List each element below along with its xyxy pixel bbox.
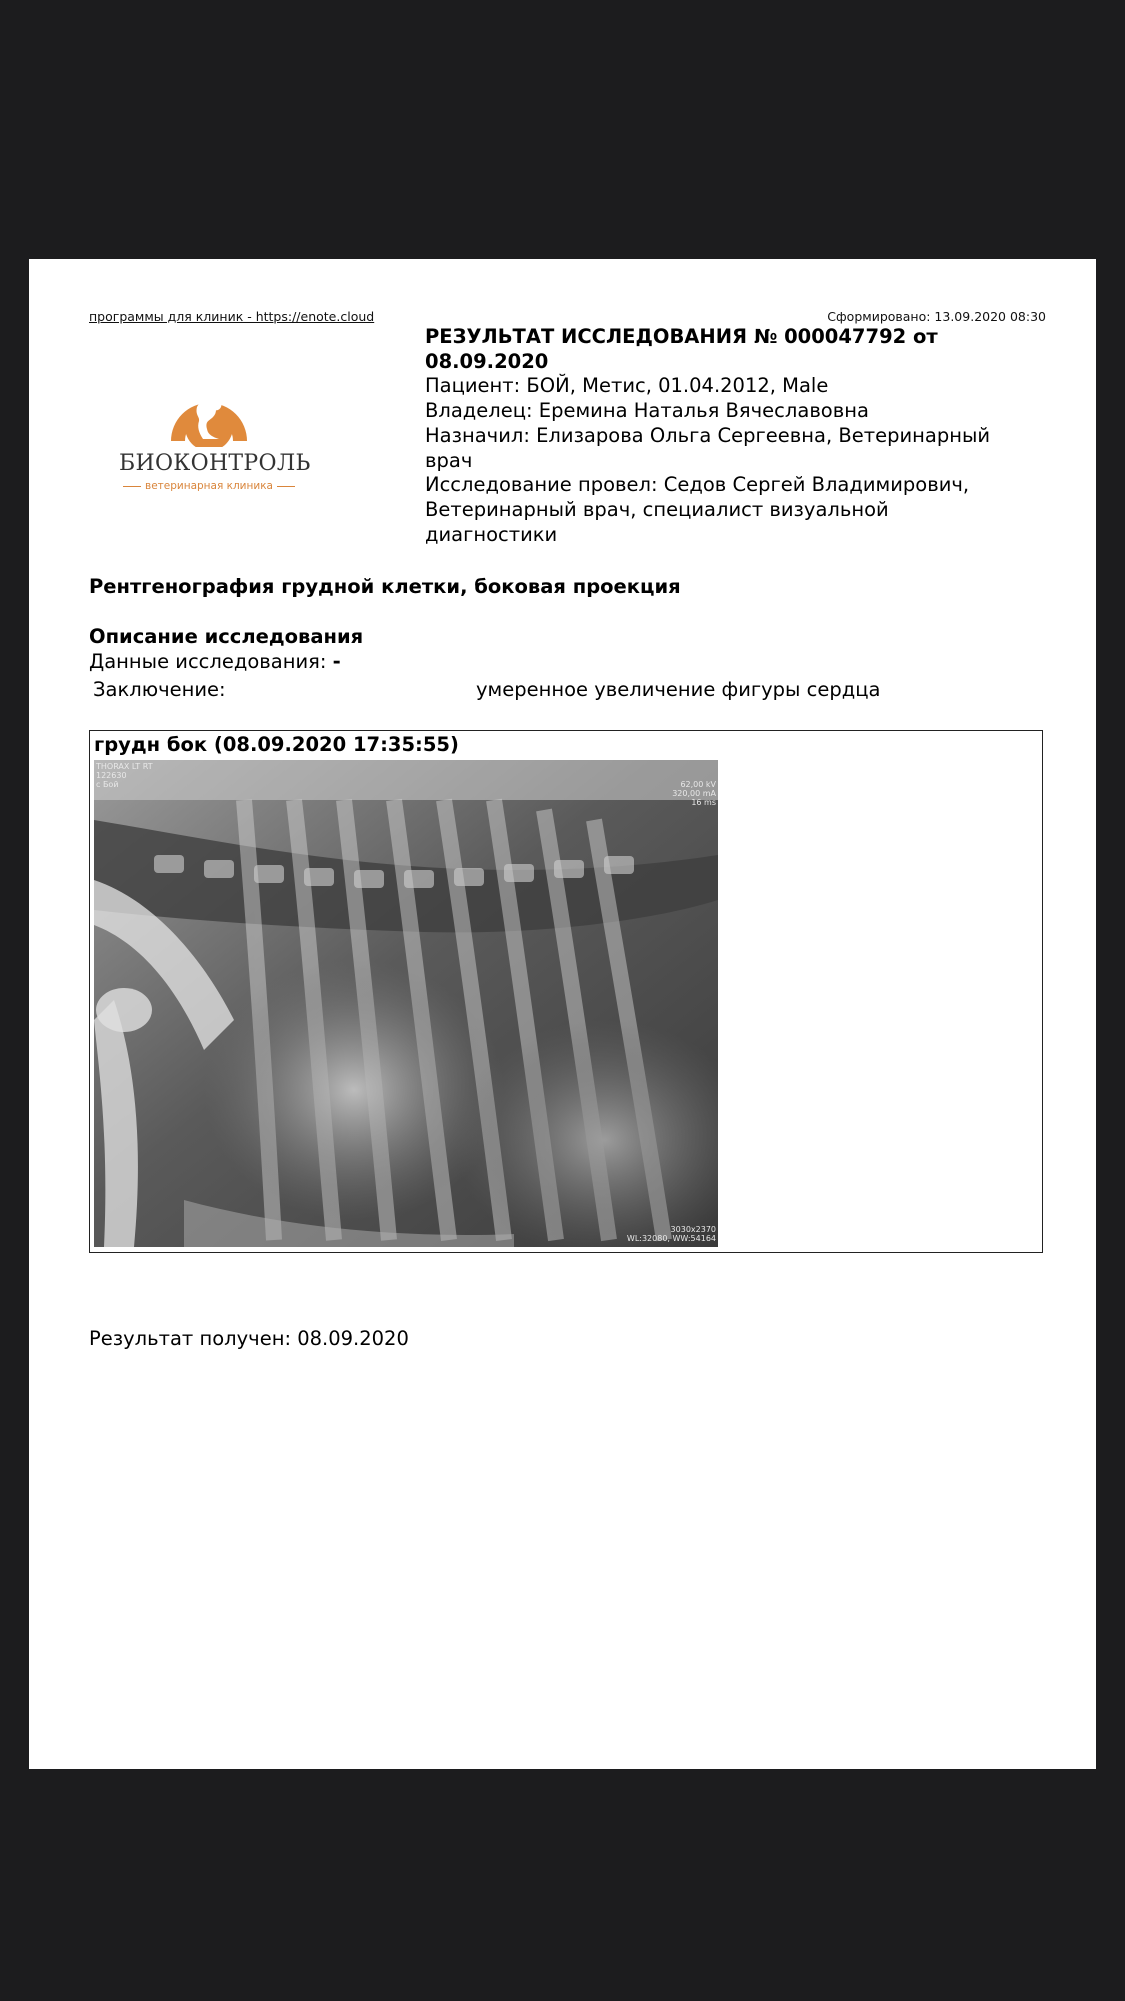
- study-data-label: Данные исследования:: [89, 650, 327, 673]
- enote-link[interactable]: программы для клиник - https://enote.cloud: [89, 309, 375, 324]
- owner-info: Владелец: Еремина Наталья Вячеславовна: [425, 399, 869, 423]
- performed-by-line2: Ветеринарный врач, специалист визуальной: [425, 497, 889, 521]
- xray-image[interactable]: [94, 760, 718, 1247]
- xray-overlay-top-left: [96, 762, 153, 789]
- xray-ma-label: 320,00 mA: [672, 789, 716, 798]
- xray-ms-label: 16 ms: [691, 798, 716, 807]
- assigned-by-line1: Назначил: Елизарова Ольга Сергеевна, Ветеринарный: [425, 423, 991, 447]
- conclusion-value: умеренное увеличение фигуры сердца: [476, 678, 881, 701]
- xray-patient-label: с Бой: [96, 780, 119, 789]
- xray-overlay-top-right: [672, 780, 716, 807]
- patient-info: Пациент: БОЙ, Метис, 01.04.2012, Male: [425, 374, 829, 398]
- xray-id-label: 122630: [96, 771, 127, 780]
- result-title-line1: РЕЗУЛЬТАТ ИССЛЕДОВАНИЯ № 000047792 от: [425, 325, 938, 348]
- generated-timestamp: Сформировано: 13.09.2020 08:30: [827, 309, 1046, 324]
- study-data-line: [89, 650, 341, 673]
- description-heading: Описание исследования: [89, 625, 364, 648]
- xray-overlay-bottom-right: [627, 1225, 716, 1243]
- conclusion-label: Заключение:: [93, 678, 226, 701]
- xray-view-label: THORAX LT RT: [96, 762, 153, 771]
- xray-kv-label: 62,00 kV: [680, 780, 716, 789]
- thorax-radiograph-graphic: [94, 760, 718, 1247]
- logo-tagline: ветеринарная клиника: [119, 480, 299, 492]
- xray-caption: грудн бок (08.09.2020 17:35:55): [94, 733, 459, 756]
- clinic-logo: [119, 387, 311, 507]
- result-header: [425, 325, 1045, 547]
- result-received: Результат получен: 08.09.2020: [89, 1327, 409, 1350]
- logo-brand-text: БИОКОНТРОЛЬ: [119, 451, 311, 476]
- xray-window-label: WL:32080, WW:54164: [626, 1234, 716, 1243]
- assigned-by-line2: врач: [425, 448, 473, 472]
- study-data-value: -: [332, 650, 341, 673]
- performed-by-line1: Исследование провел: Седов Сергей Владимирович,: [425, 473, 970, 497]
- result-title-line2: 08.09.2020: [425, 349, 549, 373]
- study-title: Рентгенография грудной клетки, боковая проекция: [89, 575, 681, 598]
- performed-by-line3: диагностики: [425, 522, 558, 546]
- logo-emblem-icon: [163, 387, 255, 447]
- document-page: [29, 259, 1096, 1769]
- xray-resolution-label: 3030x2370: [670, 1225, 716, 1234]
- xray-image-frame: [89, 730, 1043, 1253]
